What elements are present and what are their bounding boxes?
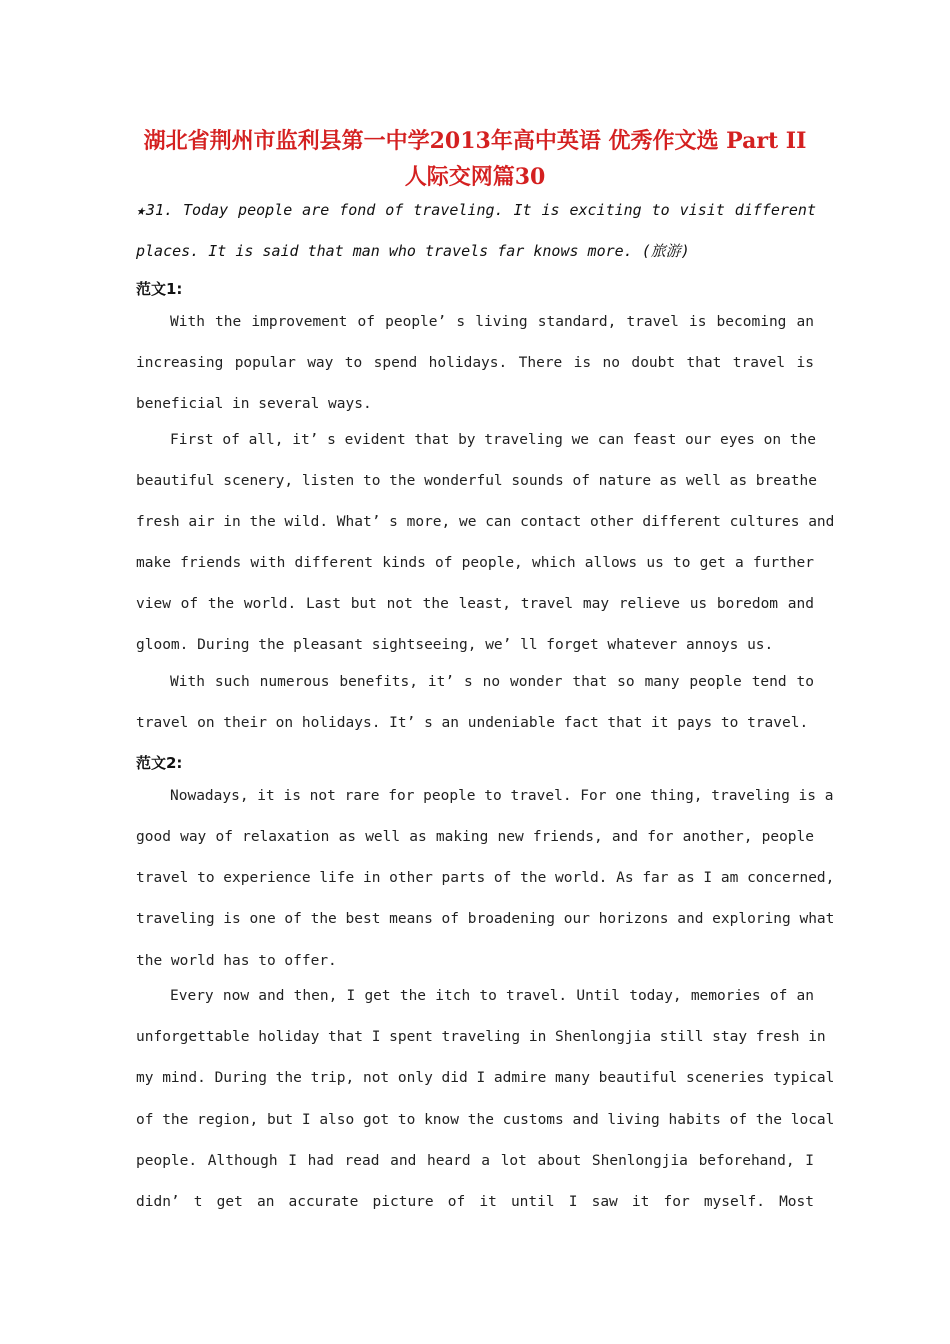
essay-2-line: traveling is one of the best means of broadening our horizons and exploring what	[136, 911, 835, 927]
essay-2-line: my mind. During the trip, not only did I admire many beautiful sceneries typical	[136, 1070, 835, 1086]
essay-2-line: the world has to offer.	[136, 953, 337, 969]
essay-2-line: people. Although I had read and heard a lot about Shenlongjia beforehand, I	[136, 1153, 814, 1169]
essay-prompt-line-1: ★31. Today people are fond of traveling. It is exciting to visit different	[136, 201, 816, 219]
essay-1-line: gloom. During the pleasant sightseeing, we’ ll forget whatever annoys us.	[136, 637, 774, 653]
essay-1-line: view of the world. Last but not the least, travel may relieve us boredom and	[136, 596, 814, 612]
essay-1-line: With the improvement of people’ s living standard, travel is becoming an	[170, 314, 814, 330]
essay-prompt-line-2: places. It is said that man who travels far knows more. (旅游)	[136, 242, 690, 260]
essay-1-line: beneficial in several ways.	[136, 396, 372, 412]
essay-2-line: Every now and then, I get the itch to travel. Until today, memories of an	[170, 988, 814, 1004]
essay-1-line: increasing popular way to spend holidays. There is no doubt that travel is	[136, 355, 814, 371]
essay-1-line: make friends with different kinds of people, which allows us to get a further	[136, 555, 814, 571]
essay-2-line: Nowadays, it is not rare for people to travel. For one thing, traveling is a	[170, 788, 834, 804]
essay-1-line: travel on their on holidays. It’ s an undeniable fact that it pays to travel.	[136, 715, 809, 731]
essay-2-label: 范文2:	[136, 754, 183, 772]
essay-1-line: beautiful scenery, listen to the wonderful sounds of nature as well as breathe	[136, 473, 817, 489]
essay-2-line: of the region, but I also got to know the customs and living habits of the local	[136, 1112, 835, 1128]
essay-2-line: good way of relaxation as well as making new friends, and for another, people	[136, 829, 814, 845]
document-title-line-1: 湖北省荆州市监利县第一中学2013年高中英语 优秀作文选 Part II	[143, 128, 807, 154]
essay-2-line: travel to experience life in other parts of the world. As far as I am concerned,	[136, 870, 835, 886]
essay-1-label: 范文1:	[136, 280, 183, 298]
document-title-line-2: 人际交网篇30	[404, 164, 546, 190]
essay-1-line: With such numerous benefits, it’ s no wonder that so many people tend to	[170, 674, 814, 690]
essay-1-line: fresh air in the wild. What’ s more, we can contact other different cultures and	[136, 514, 835, 530]
essay-1-line: First of all, it’ s evident that by traveling we can feast our eyes on the	[170, 432, 817, 448]
essay-2-line: unforgettable holiday that I spent traveling in Shenlongjia still stay fresh in	[136, 1029, 826, 1045]
essay-2-line: didn’ t get an accurate picture of it until I saw it for myself. Most	[136, 1194, 814, 1210]
